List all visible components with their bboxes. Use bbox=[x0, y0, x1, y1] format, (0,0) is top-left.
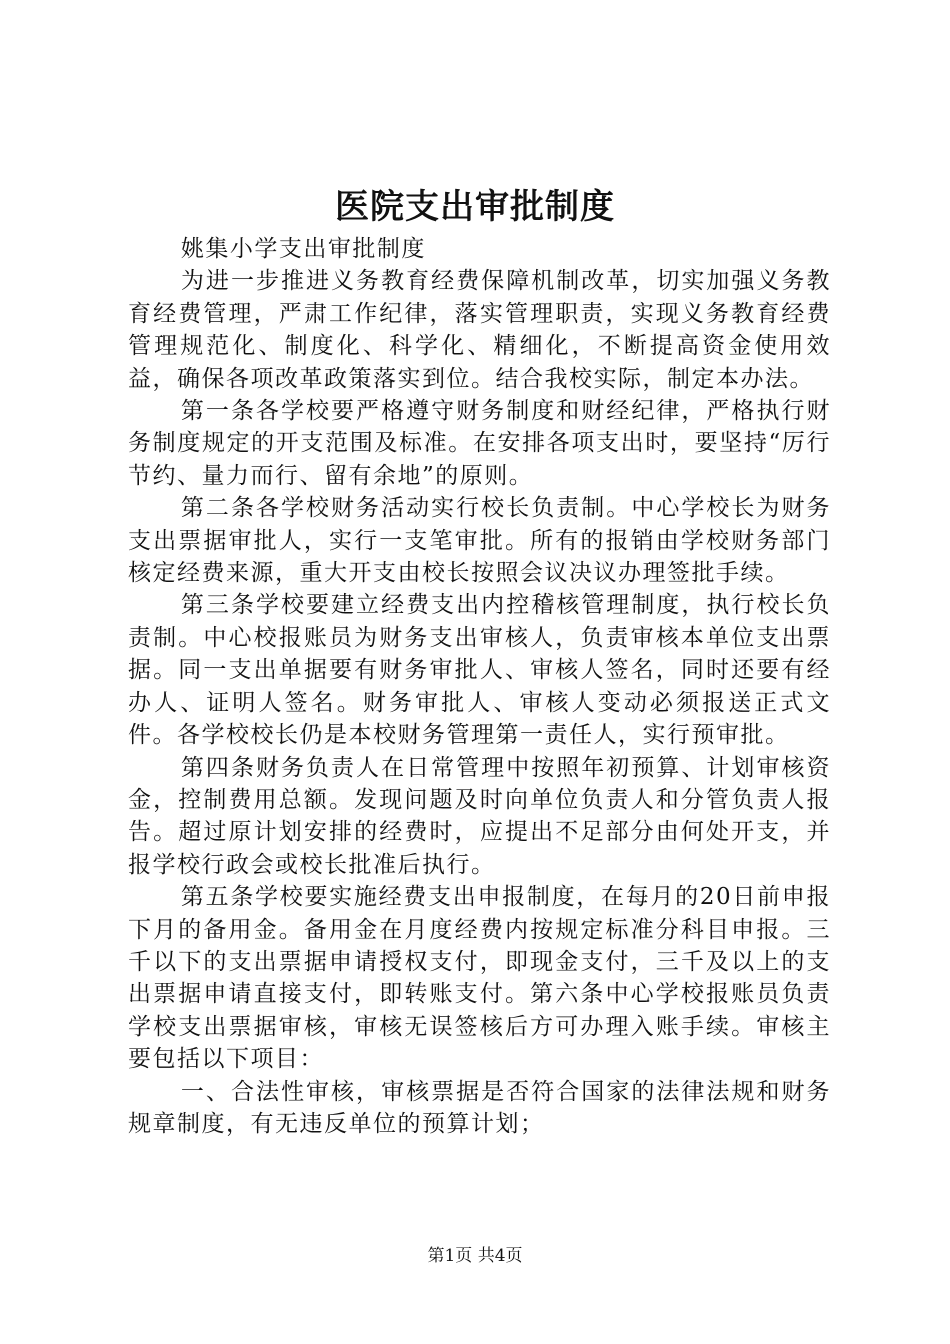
document-title: 医院支出审批制度 bbox=[335, 187, 615, 227]
paragraph-article-1: 第一条各学校要严格遵守财务制度和财经纪律，严格执行财务制度规定的开支范围及标准。在安排各项支出时，要坚持“厉行节约、量力而行、留有余地”的原则。 bbox=[128, 398, 831, 489]
document-body bbox=[128, 233, 831, 1140]
paragraph-article-2: 第二条各学校财务活动实行校长负责制。中心学校长为财务支出票据审批人，实行一支笔审批。所有的报销由学校财务部门核定经费来源，重大开支由校长按照会议决议办理签批手续。 bbox=[128, 495, 831, 587]
paragraph-article-4: 第四条财务负责人在日常管理中按照年初预算、计划审核资金，控制费用总额。发现问题及时向单位负责人和分管负责人报告。超过原计划安排的经费时，应提出不足部分由何处开支，并报学校行政会或校长批准后执行。 bbox=[128, 754, 831, 878]
paragraph-article-3: 第三条学校要建立经费支出内控稽核管理制度，执行校长负责制。中心校报账员为财务支出审核人，负责审核本单位支出票据。同一支出单据要有财务审批人、审核人签名，同时还要有经办人、证明人签名。财务审批人、审核人变动必须报送正式文件。各学校校长仍是本校财务管理第一责任人，实行预审批。 bbox=[128, 592, 831, 749]
page-number-footer: 第1页 共4页 bbox=[427, 1246, 523, 1266]
paragraph-item-1: 一、合法性审核，审核票据是否符合国家的法律法规和财务规章制度，有无违反单位的预算计划； bbox=[128, 1078, 831, 1137]
paragraph-article-5: 第五条学校要实施经费支出申报制度，在每月的20日前申报下月的备用金。备用金在月度经费内按规定标准分科目申报。三千以下的支出票据申请授权支付，即现金支付，三千及以上的支出票据申请直接支付，即转账支付。第六条中心学校报账员负责学校支出票据审核，审核无误签核后方可办理入账手续。审核主要包括以下项目： bbox=[128, 884, 831, 1073]
paragraph-intro: 为进一步推进义务教育经费保障机制改革，切实加强义务教育经费管理，严肃工作纪律，落实管理职责，实现义务教育经费管理规范化、制度化、科学化、精细化，不断提高资金使用效益，确保各项改革政策落实到位。结合我校实际，制定本办法。 bbox=[128, 268, 831, 392]
paragraph-subtitle: 姚集小学支出审批制度 bbox=[180, 236, 426, 262]
